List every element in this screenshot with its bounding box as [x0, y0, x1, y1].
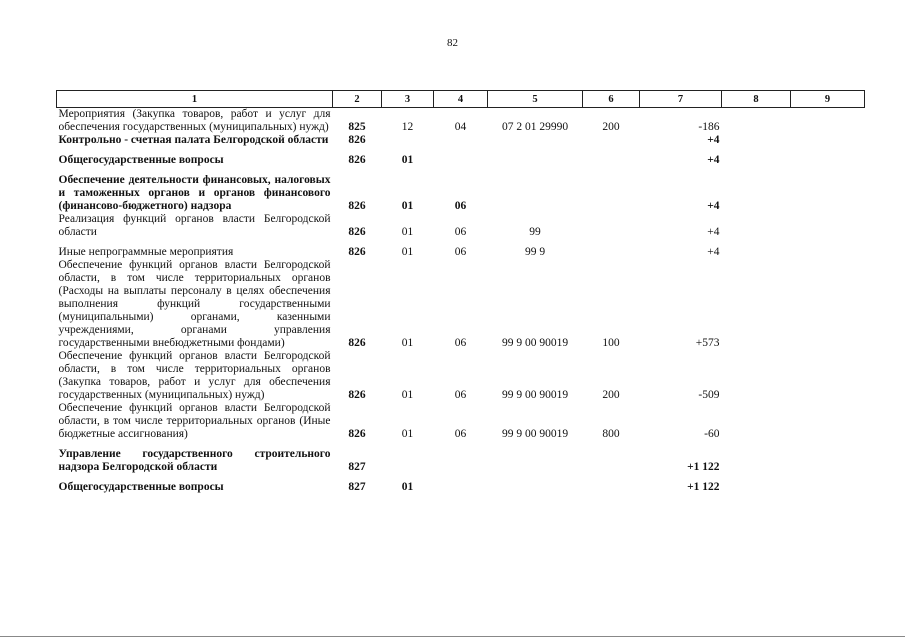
cell-section: 01 — [401, 337, 414, 349]
cell-subsection — [434, 134, 488, 154]
cell-target-article — [488, 174, 583, 213]
cell-amount: +4 — [707, 200, 720, 212]
cell-subsection: 06 — [454, 246, 467, 258]
cell-empty — [722, 134, 791, 154]
cell-target-article: 07 2 01 29990 — [501, 121, 569, 133]
cell-admin-code: 826 — [348, 226, 366, 238]
table-row — [57, 154, 865, 174]
table-row — [57, 402, 865, 448]
cell-admin-code: 825 — [348, 121, 366, 133]
row-name: Общегосударственные вопросы — [58, 154, 224, 166]
cell-expense-type — [583, 448, 640, 481]
table-row — [57, 350, 865, 402]
table-row — [57, 108, 865, 135]
cell-amount: +4 — [707, 246, 720, 258]
row-name: Обеспечение функций органов власти Белгородской области, в том числе территориальных органов (Расходы на выплаты персоналу в целях обеспечения выполнения функций государственными (муниципальными) органами, казенными учреждениями, органами управления государственными внебюджетными фондами) — [58, 259, 331, 349]
cell-empty — [791, 213, 865, 246]
cell-amount: +1 122 — [687, 461, 720, 473]
cell-empty — [791, 448, 865, 481]
cell-target-article: 99 9 — [524, 246, 546, 258]
row-name: Мероприятия (Закупка товаров, работ и услуг для обеспечения государственных (муниципальных) нужд) — [58, 108, 331, 133]
page-bottom-rule — [0, 636, 905, 637]
cell-target-article: 99 — [529, 226, 541, 238]
cell-section: 01 — [401, 226, 414, 238]
cell-empty — [791, 154, 865, 174]
cell-admin-code: 826 — [348, 389, 366, 401]
cell-subsection — [434, 481, 488, 494]
cell-empty — [722, 350, 791, 402]
cell-expense-type: 100 — [602, 337, 620, 349]
cell-amount: +4 — [707, 154, 720, 166]
cell-empty — [791, 481, 865, 494]
cell-section — [382, 448, 434, 481]
cell-amount: +4 — [707, 226, 720, 238]
cell-empty — [722, 246, 791, 259]
cell-empty — [722, 213, 791, 246]
cell-admin-code: 826 — [348, 337, 366, 349]
col-header: 4 — [434, 91, 488, 108]
cell-admin-code: 827 — [348, 461, 366, 473]
table-row — [57, 246, 865, 259]
row-name: Общегосударственные вопросы — [58, 481, 224, 493]
cell-target-article: 99 9 00 90019 — [501, 428, 569, 440]
cell-section: 01 — [401, 389, 414, 401]
cell-empty — [791, 174, 865, 213]
row-name: Управление государственного строительного надзора Белгородской области — [58, 448, 331, 473]
col-header: 7 — [640, 91, 722, 108]
cell-empty — [722, 481, 791, 494]
cell-section: 01 — [401, 154, 414, 166]
cell-empty — [722, 154, 791, 174]
table-row — [57, 174, 865, 213]
cell-section: 01 — [401, 200, 414, 212]
cell-empty — [791, 259, 865, 350]
table-row — [57, 134, 865, 154]
cell-empty — [722, 402, 791, 448]
cell-section: 01 — [401, 246, 414, 258]
row-name: Обеспечение функций органов власти Белгородской области, в том числе территориальных органов (Закупка товаров, работ и услуг для обеспечения государственных (муниципальных) нужд) — [58, 350, 331, 401]
cell-amount: +573 — [695, 337, 720, 349]
table-body — [57, 108, 865, 495]
cell-admin-code: 826 — [348, 200, 366, 212]
cell-target-article: 99 9 00 90019 — [501, 337, 569, 349]
cell-target-article — [488, 448, 583, 481]
header-row — [57, 91, 865, 108]
row-name: Реализация функций органов власти Белгородской области — [58, 213, 331, 238]
cell-empty — [722, 174, 791, 213]
cell-empty — [791, 246, 865, 259]
cell-subsection: 04 — [454, 121, 467, 133]
cell-empty — [791, 108, 865, 135]
cell-subsection — [434, 154, 488, 174]
col-header: 8 — [722, 91, 791, 108]
col-header: 3 — [382, 91, 434, 108]
budget-table — [56, 90, 865, 494]
cell-subsection: 06 — [454, 226, 467, 238]
cell-subsection: 06 — [454, 389, 467, 401]
row-name: Обеспечение функций органов власти Белгородской области, в том числе территориальных органов (Иные бюджетные ассигнования) — [58, 402, 331, 440]
table-row — [57, 448, 865, 481]
cell-expense-type — [583, 134, 640, 154]
cell-section: 01 — [401, 428, 414, 440]
table-row — [57, 481, 865, 494]
cell-target-article — [488, 481, 583, 494]
cell-empty — [791, 402, 865, 448]
cell-section — [382, 134, 434, 154]
cell-admin-code: 827 — [348, 481, 366, 493]
row-name: Обеспечение деятельности финансовых, налоговых и таможенных органов и органов финансового (финансово-бюджетного) надзора — [58, 174, 331, 212]
row-name: Контрольно - счетная палата Белгородской области — [58, 134, 329, 146]
cell-empty — [722, 108, 791, 135]
page-number: 82 — [447, 37, 458, 49]
cell-target-article — [488, 154, 583, 174]
cell-amount: +1 122 — [687, 481, 720, 493]
cell-empty — [722, 259, 791, 350]
cell-empty — [722, 448, 791, 481]
col-header: 1 — [57, 91, 333, 108]
cell-subsection: 06 — [454, 428, 467, 440]
cell-admin-code: 826 — [348, 134, 366, 146]
cell-empty — [791, 134, 865, 154]
cell-expense-type: 200 — [602, 389, 620, 401]
cell-amount: -186 — [698, 121, 720, 133]
cell-expense-type: 200 — [602, 121, 620, 133]
cell-subsection — [434, 448, 488, 481]
cell-expense-type: 800 — [602, 428, 620, 440]
cell-amount: -60 — [704, 428, 720, 440]
cell-amount: -509 — [698, 389, 720, 401]
col-header: 6 — [583, 91, 640, 108]
cell-admin-code: 826 — [348, 246, 366, 258]
cell-subsection: 06 — [454, 200, 467, 212]
row-name: Иные непрограммные мероприятия — [58, 246, 234, 258]
cell-expense-type — [583, 154, 640, 174]
cell-section: 12 — [401, 121, 414, 133]
table-row — [57, 213, 865, 246]
cell-expense-type — [583, 213, 640, 246]
cell-target-article — [488, 134, 583, 154]
cell-section: 01 — [401, 481, 414, 493]
cell-target-article: 99 9 00 90019 — [501, 389, 569, 401]
cell-expense-type — [583, 481, 640, 494]
col-header: 2 — [333, 91, 382, 108]
table-row — [57, 259, 865, 350]
cell-admin-code: 826 — [348, 428, 366, 440]
cell-amount: +4 — [707, 134, 720, 146]
cell-subsection: 06 — [454, 337, 467, 349]
cell-empty — [791, 350, 865, 402]
col-header: 5 — [488, 91, 583, 108]
cell-expense-type — [583, 246, 640, 259]
cell-admin-code: 826 — [348, 154, 366, 166]
col-header: 9 — [791, 91, 865, 108]
cell-expense-type — [583, 174, 640, 213]
